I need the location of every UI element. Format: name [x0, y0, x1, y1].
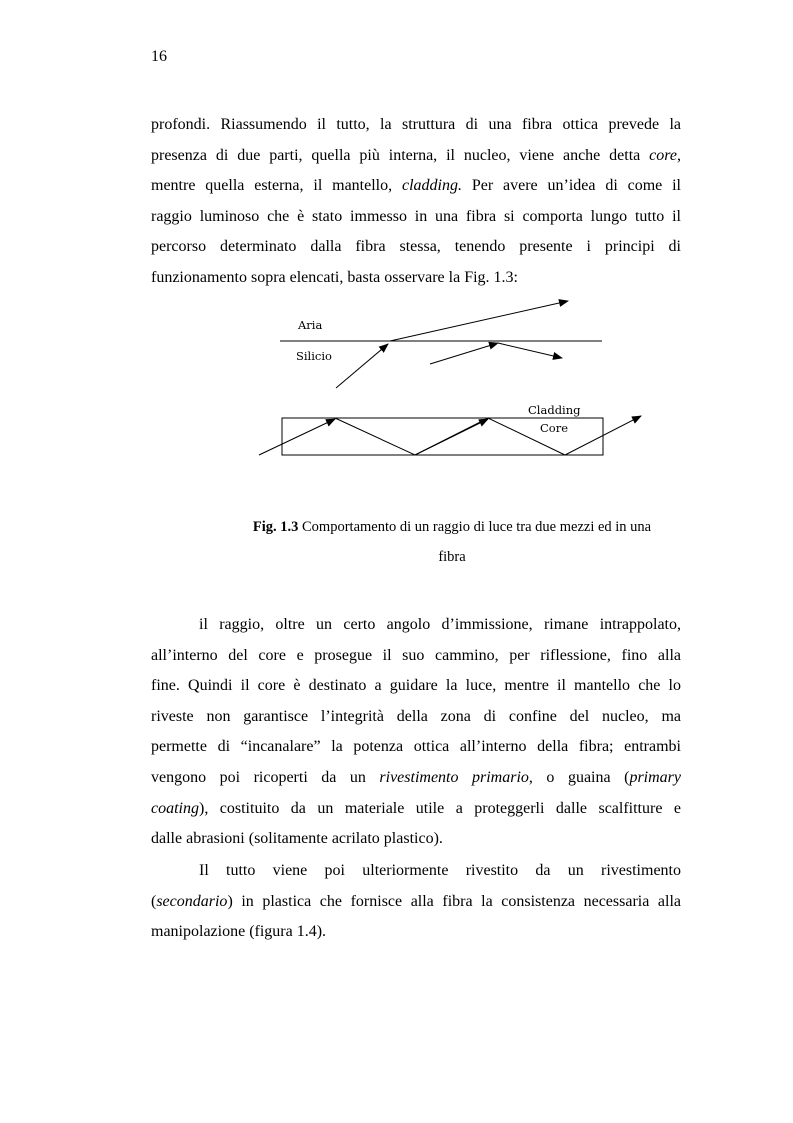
text-line: [151, 763, 681, 794]
italic-term: primary: [629, 768, 681, 786]
italic-term: secondario: [156, 892, 228, 910]
caption-label: Fig. 1.3: [252, 519, 299, 535]
text-run: all’interno del core e prosegue il suo cammino, per riflessione, fino alla: [151, 646, 681, 664]
text-line: [151, 824, 681, 855]
text-line: [151, 110, 681, 141]
zigzag-entry: [259, 419, 335, 455]
text-run: funzionamento sopra elencati, basta osservare la Fig. 1.3:: [151, 268, 518, 286]
text-run: dalle abrasioni (solitamente acrilato plastico).: [151, 830, 443, 848]
label-silicio: Silicio: [296, 349, 332, 363]
text-run: Per avere un’idea di come il: [461, 177, 682, 195]
label-core: Core: [540, 421, 569, 435]
text-run: ,: [677, 146, 681, 164]
text-run: fine. Quindi il core è destinato a guidare la luce, mentre il mantello che lo: [151, 677, 681, 695]
text-line: [151, 610, 681, 641]
text-run: Il tutto viene poi ulteriormente rivestito da un rivestimento: [199, 862, 681, 879]
italic-term: rivestimento primario: [379, 768, 529, 786]
italic-term: coating: [151, 799, 199, 817]
paragraph-ray-trapped: [151, 610, 681, 855]
text-run: raggio luminoso che è stato immesso in una fibra si comporta lungo tutto il: [151, 207, 681, 225]
paragraph-secondary-coating: [151, 856, 681, 948]
paragraph-fiber-structure: [151, 110, 681, 294]
incident-ray: [336, 344, 388, 388]
label-aria: Aria: [298, 318, 323, 332]
text-line: [151, 202, 681, 233]
text-run: , o guaina (: [528, 768, 630, 786]
caption-line1: Comportamento di un raggio di luce tra due mezzi ed in una: [298, 519, 652, 535]
italic-term: cladding.: [401, 177, 462, 195]
caption-line2: fibra: [438, 549, 466, 565]
second-incident-ray: [430, 343, 498, 364]
text-run: (: [151, 892, 157, 910]
zigzag-ray: [335, 418, 565, 455]
text-run: mentre quella esterna, il mantello,: [151, 177, 402, 195]
text-line: [151, 917, 681, 948]
page-number: 16: [151, 48, 167, 65]
text-run: presenza di due parti, quella più interna, il nucleo, viene anche detta: [151, 146, 650, 164]
text-line: [151, 641, 681, 672]
figure-caption: [232, 512, 672, 572]
text-line: [151, 732, 681, 763]
reflected-ray: [498, 343, 562, 358]
text-run: profondi. Riassumendo il tutto, la struttura di una fibra ottica prevede la: [151, 116, 681, 133]
text-run: permette di “incanalare” la potenza ottica all’interno della fibra; entrambi: [151, 738, 681, 756]
label-cladding: Cladding: [528, 403, 581, 417]
text-run: ), costituito da un materiale utile a proteggerli dalle scalfitture e: [199, 799, 681, 817]
text-run: il raggio, oltre un certo angolo d’immissione, rimane intrappolato,: [199, 616, 681, 633]
text-run: ) in plastica che fornisce alla fibra la consistenza necessaria alla: [227, 892, 681, 910]
text-line: [151, 263, 681, 294]
text-run: riveste non garantisce l’integrità della zona di confine del nucleo, ma: [151, 707, 681, 725]
text-line: [151, 232, 681, 263]
zigzag-arrow-2: [415, 419, 488, 455]
italic-term: core: [649, 146, 677, 164]
text-line: [151, 856, 681, 887]
text-line: [151, 887, 681, 918]
text-line: [151, 171, 681, 202]
text-run: manipolazione (figura 1.4).: [151, 923, 327, 941]
text-line: [151, 702, 681, 733]
text-line: [151, 794, 681, 825]
text-run: vengono poi ricoperti da un: [151, 768, 380, 786]
figure-1-3-diagram: [250, 296, 650, 466]
text-line: [151, 671, 681, 702]
text-line: [151, 141, 681, 172]
refracted-ray: [390, 301, 568, 341]
text-run: percorso determinato dalla fibra stessa, tenendo presente i principi di: [151, 238, 681, 256]
